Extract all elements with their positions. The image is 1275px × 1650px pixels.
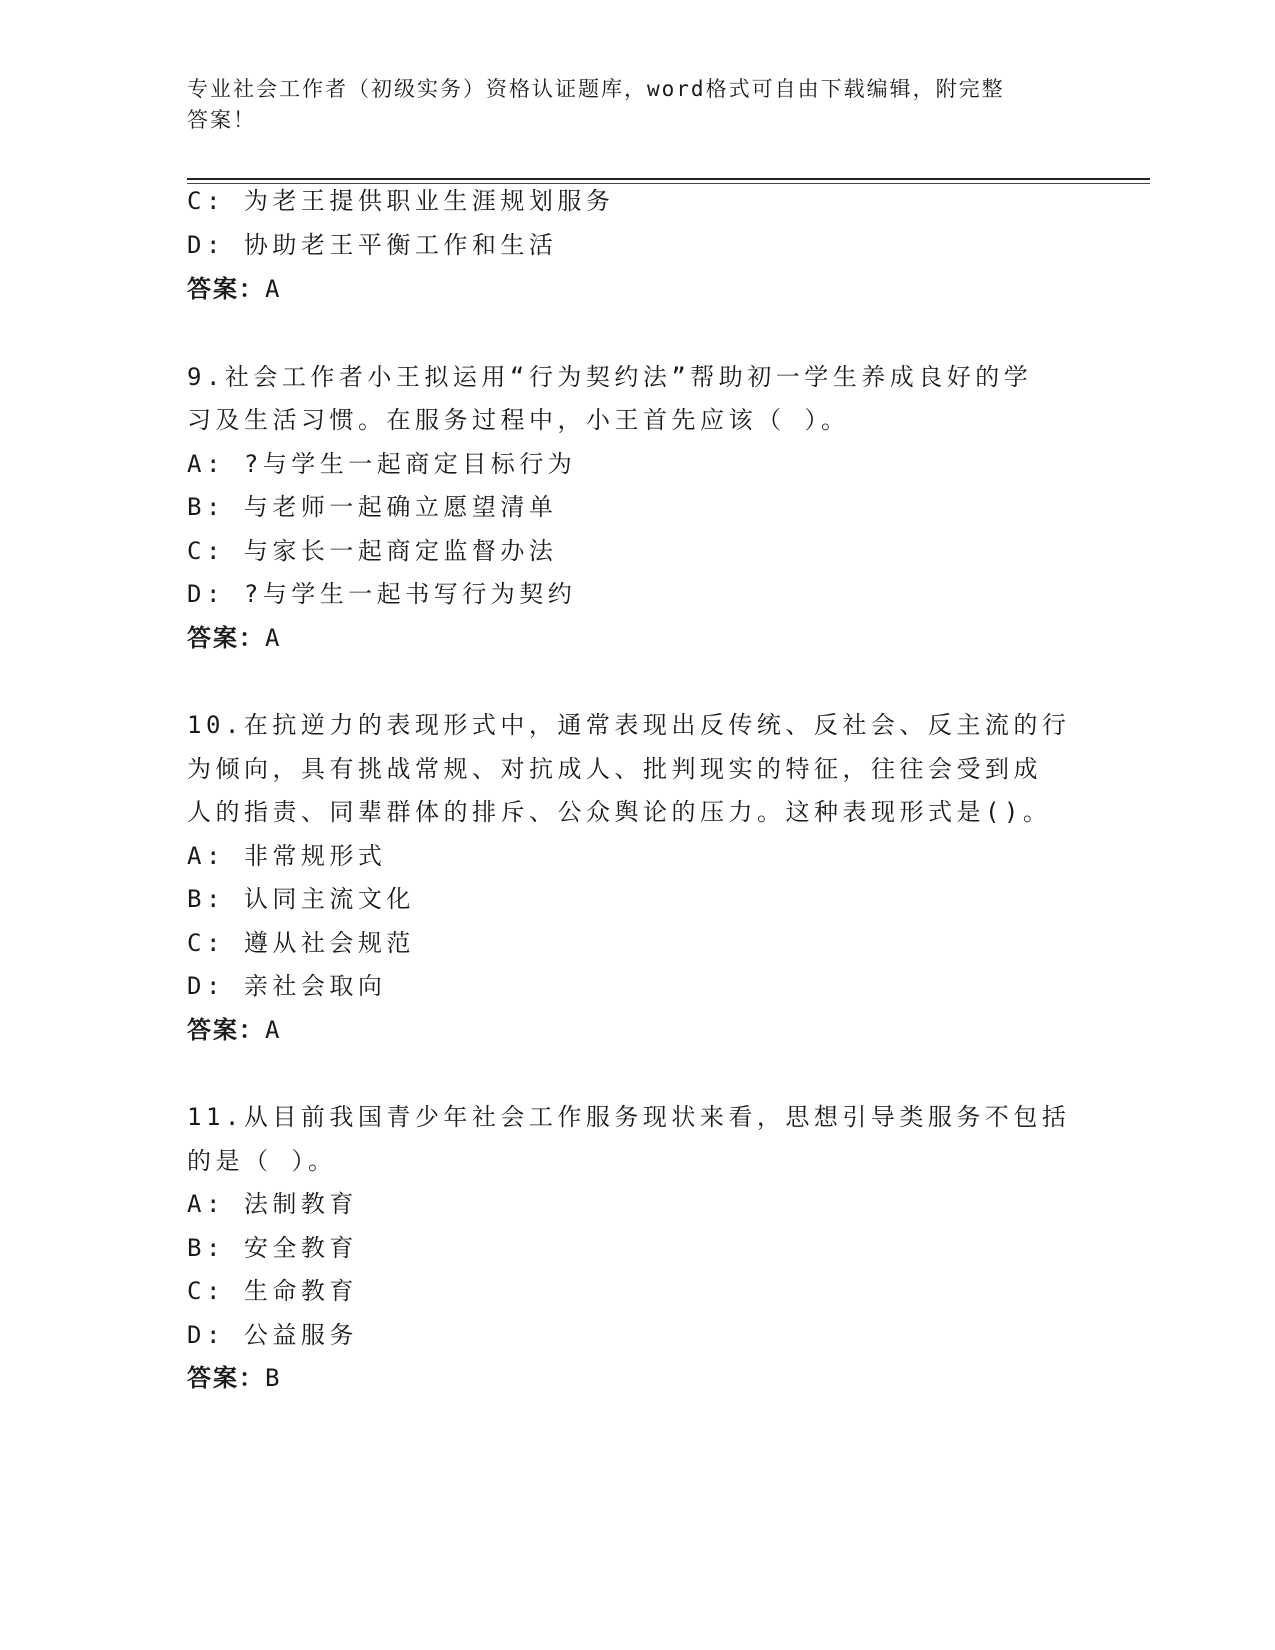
q11-stem-line-1: 11.从目前我国青少年社会工作服务现状来看，思想引导类服务不包括 bbox=[187, 1103, 1071, 1131]
q9-option-a: A: ?与学生一起商定目标行为 bbox=[187, 450, 577, 478]
document-header bbox=[187, 74, 1067, 136]
header-divider-thick bbox=[187, 178, 1150, 180]
q10-answer-value: A bbox=[265, 1016, 282, 1044]
q11-option-b: B: 安全教育 bbox=[187, 1234, 358, 1262]
q11-stem-line-2: 的是（ ）。 bbox=[187, 1147, 337, 1175]
q9-option-b: B: 与老师一起确立愿望清单 bbox=[187, 493, 558, 521]
q10-stem-line-3: 人的指责、同辈群体的排斥、公众舆论的压力。这种表现形式是()。 bbox=[187, 798, 1052, 826]
q11-option-d: D: 公益服务 bbox=[187, 1321, 358, 1349]
q9-answer bbox=[187, 623, 281, 653]
q10-option-d: D: 亲社会取向 bbox=[187, 972, 387, 1000]
q8-option-c: C: 为老王提供职业生涯规划服务 bbox=[187, 187, 615, 215]
q11-answer-label: 答案： bbox=[187, 1364, 265, 1392]
q11-option-a: A: 法制教育 bbox=[187, 1190, 358, 1218]
q8-option-d: D: 协助老王平衡工作和生活 bbox=[187, 231, 558, 259]
q10-option-b: B: 认同主流文化 bbox=[187, 885, 415, 913]
q10-option-c: C: 遵从社会规范 bbox=[187, 929, 415, 957]
q8-answer-label: 答案： bbox=[187, 275, 265, 303]
q9-option-d: D: ?与学生一起书写行为契约 bbox=[187, 580, 577, 608]
q9-answer-label: 答案： bbox=[187, 624, 265, 652]
q11-answer-value: B bbox=[265, 1364, 282, 1392]
q9-answer-value: A bbox=[265, 624, 282, 652]
q9-option-c: C: 与家长一起商定监督办法 bbox=[187, 537, 558, 565]
q10-stem-line-1: 10.在抗逆力的表现形式中，通常表现出反传统、反社会、反主流的行 bbox=[187, 711, 1071, 739]
header-line-2: 答案！ bbox=[187, 108, 256, 132]
q10-answer bbox=[187, 1015, 281, 1045]
q8-answer-value: A bbox=[265, 275, 282, 303]
q8-answer bbox=[187, 274, 281, 304]
q10-option-a: A: 非常规形式 bbox=[187, 842, 387, 870]
q9-stem-line-1: 9.社会工作者小王拟运用“行为契约法”帮助初一学生养成良好的学 bbox=[187, 363, 1033, 391]
q11-option-c: C: 生命教育 bbox=[187, 1277, 358, 1305]
q9-stem-line-2: 习及生活习惯。在服务过程中，小王首先应该（ ）。 bbox=[187, 406, 850, 434]
q10-stem-line-2: 为倾向，具有挑战常规、对抗成人、批判现实的特征，往往会受到成 bbox=[187, 755, 1042, 783]
header-divider-thin bbox=[187, 183, 1150, 184]
q11-answer bbox=[187, 1363, 281, 1393]
header-line-1: 专业社会工作者（初级实务）资格认证题库，word格式可自由下载编辑，附完整 bbox=[187, 77, 1005, 101]
q10-answer-label: 答案： bbox=[187, 1016, 265, 1044]
